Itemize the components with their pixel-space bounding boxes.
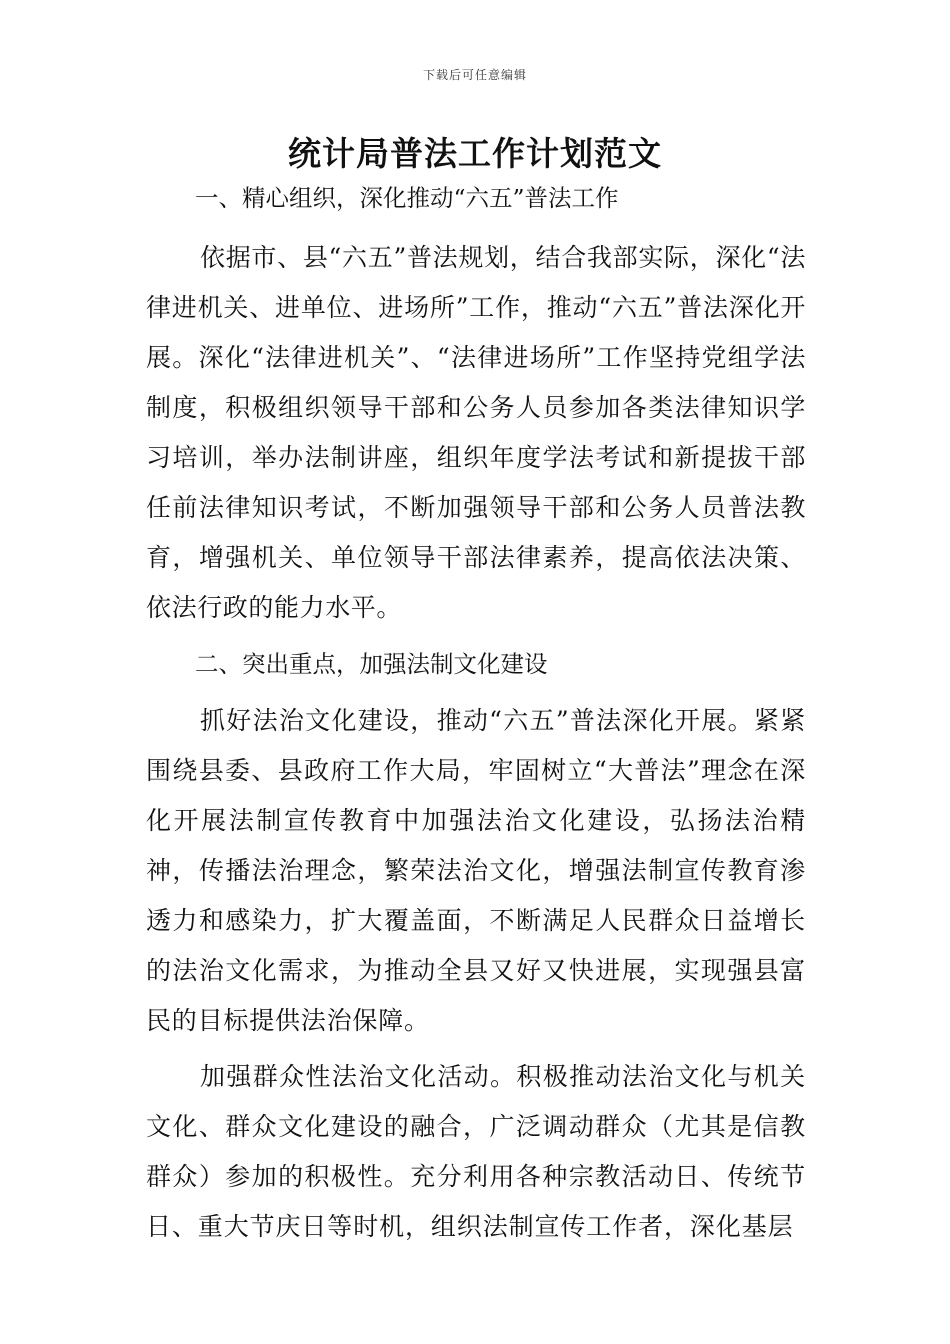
section-heading-2: 二、突出重点，加强法制文化建设 (195, 650, 548, 678)
section-heading-1: 一、精心组织，深化推动“六五”普法工作 (195, 184, 619, 212)
document-title: 统计局普法工作计划范文 (288, 134, 662, 173)
header-note: 下载后可任意编辑 (422, 68, 527, 82)
section-1-paragraph-1: 依据市、县“六五”普法规划，结合我部实际，深化“法律进机关、进单位、进场所”工作，推动“六五”普法深化开展。深化“法律进机关”、“法律进场所”工作坚持党组学法制度，积极组织领导干部和公务人员参加各类法律知识学习培训，举办法制讲座，组织年度学法考试和新提拔干部任前法律知识考试，不断加强领导干部和公务人员普法教育，增强机关、单位领导干部法律素养，提高依法决策、依法行政的能力水平。 (146, 243, 806, 622)
section-2-paragraph-2: 加强群众性法治文化活动。积极推动法治文化与机关文化、群众文化建设的融合，广泛调动群众（尤其是信教群众）参加的积极性。充分利用各种宗教活动日、传统节日、重大节庆日等时机，组织法制宣传工作者，深化基层 (146, 1062, 806, 1241)
section-2-paragraph-1: 抓好法治文化建设，推动“六五”普法深化开展。紧紧围绕县委、县政府工作大局，牢固树立“大普法”理念在深化开展法制宣传教育中加强法治文化建设，弘扬法治精神，传播法治理念，繁荣法治文化，增强法制宣传教育渗透力和感染力，扩大覆盖面，不断满足人民群众日益增长的法治文化需求，为推动全县又好又快进展，实现强县富民的目标提供法治保障。 (146, 706, 806, 1035)
document-body (146, 180, 806, 1252)
